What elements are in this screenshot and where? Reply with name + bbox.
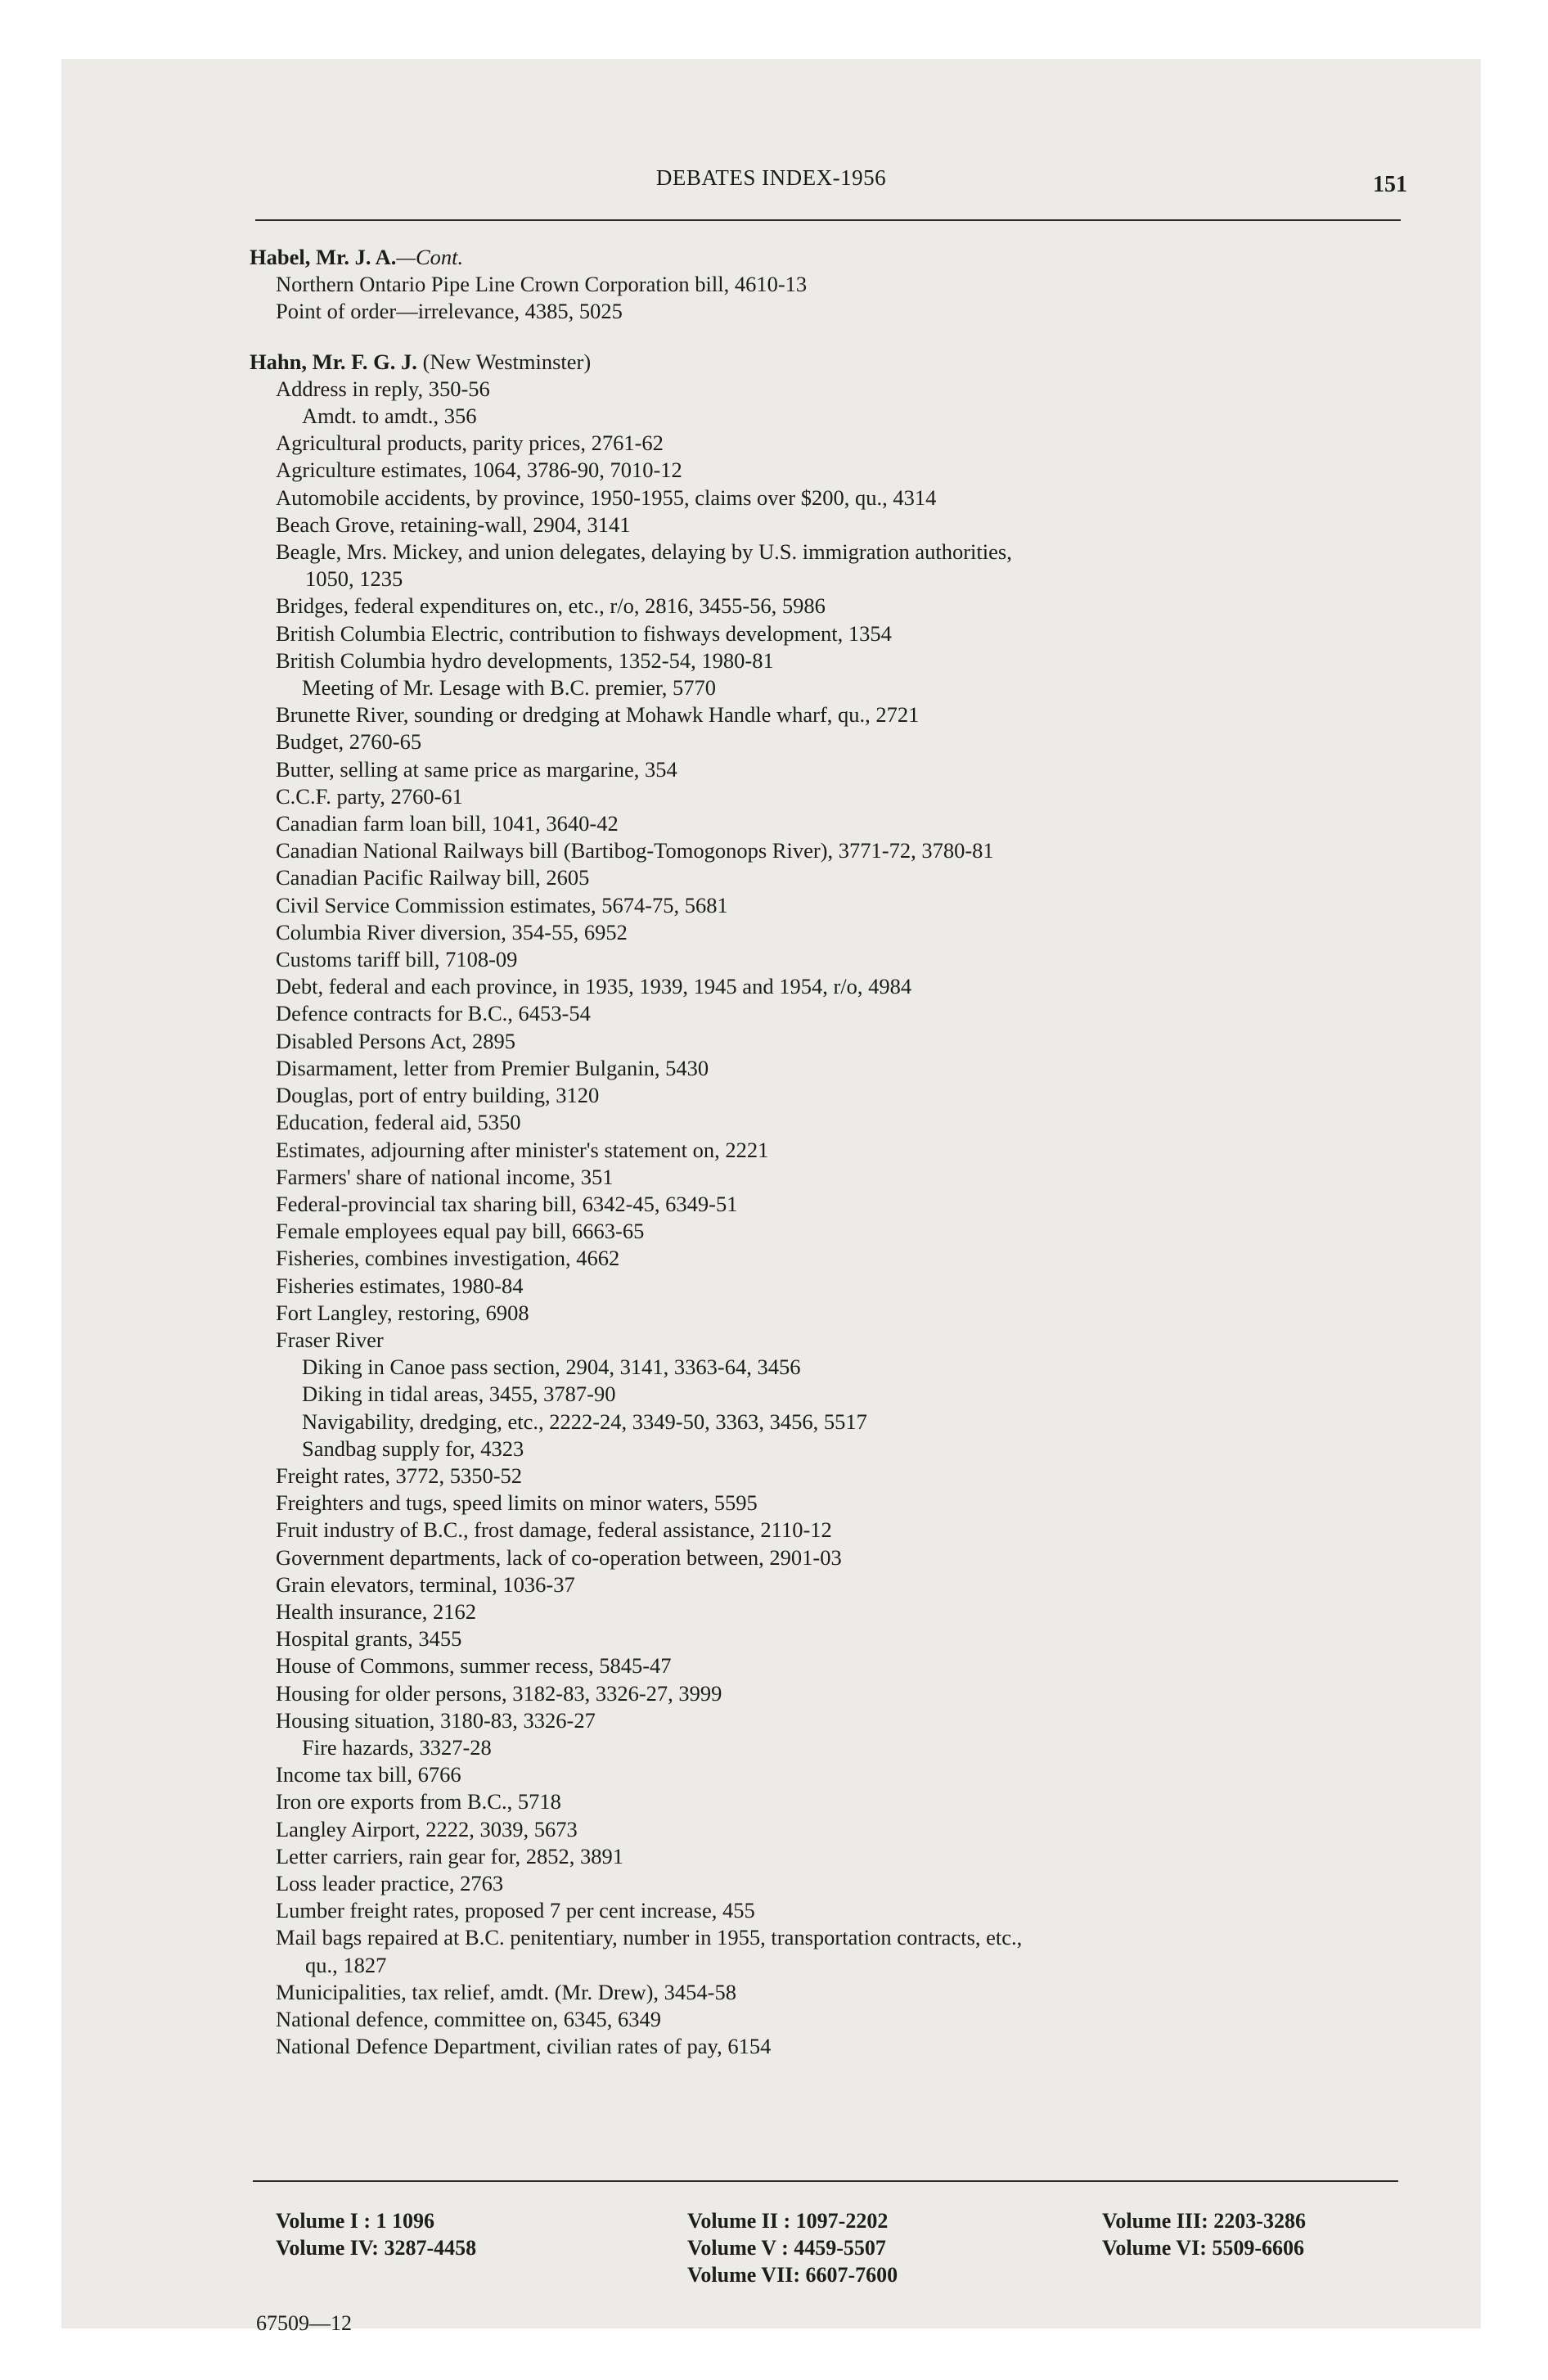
index-entry: Langley Airport, 2222, 3039, 5673 bbox=[276, 1816, 578, 1841]
index-entry: Government departments, lack of co-operation between, 2901-03 bbox=[276, 1544, 842, 1570]
sub-entry: Meeting of Mr. Lesage with B.C. premier, 5770 bbox=[302, 675, 717, 701]
index-entry: Iron ore exports from B.C., 5718 bbox=[276, 1789, 561, 1814]
index-entry: Federal-provincial tax sharing bill, 6342-45, 6349-51 bbox=[276, 1191, 738, 1216]
member-name: Hahn, Mr. F. G. J. bbox=[250, 349, 417, 374]
index-entry: Lumber freight rates, proposed 7 per cent increase, 455 bbox=[276, 1898, 755, 1923]
index-entry: British Columbia hydro developments, 1352-54, 1980-81 bbox=[276, 647, 774, 673]
sub-entry: Amdt. to amdt., 356 bbox=[302, 403, 477, 429]
index-entry: Civil Service Commission estimates, 5674-75, 5681 bbox=[276, 892, 728, 917]
sub-entry: Navigability, dredging, etc., 2222-24, 3349-50, 3363, 3456, 5517 bbox=[302, 1409, 867, 1434]
entry-continuation: qu., 1827 bbox=[305, 1952, 387, 1977]
member-heading bbox=[250, 244, 1411, 271]
index-entries bbox=[250, 244, 1411, 2060]
index-entry: Education, federal aid, 5350 bbox=[276, 1110, 521, 1135]
volume-range: Volume III: 2203-3286 bbox=[1102, 2209, 1306, 2233]
index-entry: National Defence Department, civilian rates of pay, 6154 bbox=[276, 2034, 772, 2059]
index-entry: Fisheries estimates, 1980-84 bbox=[276, 1273, 524, 1298]
index-entry: Brunette River, sounding or dredging at Mohawk Handle wharf, qu., 2721 bbox=[276, 702, 920, 728]
member-suffix: —Cont. bbox=[396, 245, 464, 269]
index-entry: Debt, federal and each province, in 1935, 1939, 1945 and 1954, r/o, 4984 bbox=[276, 974, 912, 999]
volume-range: Volume VII: 6607-7600 bbox=[687, 2263, 898, 2287]
index-entry: Housing for older persons, 3182-83, 3326-27, 3999 bbox=[276, 1680, 722, 1706]
index-entry: Bridges, federal expenditures on, etc., r/o, 2816, 3455-56, 5986 bbox=[276, 593, 826, 619]
index-entry: Fraser River bbox=[276, 1327, 384, 1352]
index-entry: Defence contracts for B.C., 6453-54 bbox=[276, 1001, 591, 1026]
index-entry: Hospital grants, 3455 bbox=[276, 1626, 462, 1652]
index-entry: Grain elevators, terminal, 1036-37 bbox=[276, 1571, 575, 1597]
index-entry: Housing situation, 3180-83, 3326-27 bbox=[276, 1707, 596, 1733]
index-entry: Address in reply, 350-56 bbox=[276, 376, 490, 401]
index-entry: Fort Langley, restoring, 6908 bbox=[276, 1300, 529, 1325]
index-entry: Fisheries, combines investigation, 4662 bbox=[276, 1246, 620, 1271]
index-entry: Point of order—irrelevance, 4385, 5025 bbox=[276, 299, 623, 324]
volume-column-1 bbox=[276, 2207, 476, 2261]
volume-column-2 bbox=[687, 2207, 898, 2288]
index-entry: Budget, 2760-65 bbox=[276, 729, 422, 755]
running-title: DEBATES INDEX-1956 bbox=[655, 165, 887, 190]
sub-entry: Diking in tidal areas, 3455, 3787-90 bbox=[302, 1382, 616, 1407]
index-entry: Customs tariff bill, 7108-09 bbox=[276, 947, 518, 972]
index-entry: House of Commons, summer recess, 5845-47 bbox=[276, 1653, 672, 1679]
index-entry: Fruit industry of B.C., frost damage, federal assistance, 2110-12 bbox=[276, 1517, 832, 1543]
index-entry: Automobile accidents, by province, 1950-1955, claims over $200, qu., 4314 bbox=[276, 485, 937, 510]
index-entry: Health insurance, 2162 bbox=[276, 1598, 477, 1624]
print-code: 67509—12 bbox=[256, 2311, 352, 2335]
index-entry: Columbia River diversion, 354-55, 6952 bbox=[276, 919, 628, 944]
index-entry: National defence, committee on, 6345, 6349 bbox=[276, 2007, 661, 2031]
index-entry: Farmers' share of national income, 351 bbox=[276, 1164, 614, 1189]
volume-range: Volume VI: 5509-6606 bbox=[1102, 2236, 1305, 2260]
member-heading bbox=[250, 349, 1411, 376]
sub-entry: Fire hazards, 3327-28 bbox=[302, 1734, 492, 1760]
sub-entry: Sandbag supply for, 4323 bbox=[302, 1436, 524, 1461]
index-entry: Agricultural products, parity prices, 2761-62 bbox=[276, 430, 664, 456]
index-entry: Mail bags repaired at B.C. penitentiary, number in 1955, transportation contracts, etc., bbox=[276, 1925, 1023, 1950]
index-entry: Northern Ontario Pipe Line Crown Corporation bill, 4610-13 bbox=[276, 272, 808, 297]
index-entry: Beagle, Mrs. Mickey, and union delegates, delaying by U.S. immigration authorities, bbox=[276, 539, 1012, 565]
member-suffix: (New Westminster) bbox=[416, 349, 592, 374]
index-entry: Loss leader practice, 2763 bbox=[276, 1870, 504, 1895]
volume-range: Volume V : 4459-5507 bbox=[687, 2236, 886, 2260]
member-name: Habel, Mr. J. A. bbox=[250, 245, 397, 269]
index-entry: Disabled Persons Act, 2895 bbox=[276, 1028, 515, 1053]
index-entry: Canadian farm loan bill, 1041, 3640-42 bbox=[276, 811, 619, 836]
page-number: 151 bbox=[1373, 172, 1407, 197]
entry-spacer bbox=[250, 326, 1411, 349]
index-entry: Canadian National Railways bill (Bartibog-Tomogonops River), 3771-72, 3780-81 bbox=[276, 838, 994, 863]
index-entry: Freighters and tugs, speed limits on minor waters, 5595 bbox=[276, 1490, 758, 1516]
index-entry: Beach Grove, retaining-wall, 2904, 3141 bbox=[276, 512, 631, 537]
index-entry: Disarmament, letter from Premier Bulganin, 5430 bbox=[276, 1055, 709, 1080]
index-entry: Agriculture estimates, 1064, 3786-90, 7010-12 bbox=[276, 458, 682, 483]
footer-rule bbox=[253, 2180, 1398, 2182]
index-entry: Estimates, adjourning after minister's statement on, 2221 bbox=[276, 1137, 769, 1162]
volume-range: Volume IV: 3287-4458 bbox=[276, 2236, 477, 2260]
index-entry: Douglas, port of entry building, 3120 bbox=[276, 1083, 600, 1108]
index-entry: C.C.F. party, 2760-61 bbox=[276, 783, 463, 809]
index-entry: Female employees equal pay bill, 6663-65 bbox=[276, 1219, 645, 1244]
running-head bbox=[61, 165, 1481, 198]
index-entry: Canadian Pacific Railway bill, 2605 bbox=[276, 865, 590, 890]
index-entry: Letter carriers, rain gear for, 2852, 3891 bbox=[276, 1843, 623, 1868]
entry-continuation: 1050, 1235 bbox=[305, 566, 403, 592]
scanned-page bbox=[61, 59, 1481, 2335]
index-entry: British Columbia Electric, contribution to fishways development, 1354 bbox=[276, 620, 892, 646]
sub-entry: Diking in Canoe pass section, 2904, 3141, 3363-64, 3456 bbox=[302, 1355, 801, 1380]
index-entry: Butter, selling at same price as margarine, 354 bbox=[276, 756, 677, 782]
volume-range: Volume II : 1097-2202 bbox=[687, 2209, 889, 2233]
volume-range: Volume I : 1 1096 bbox=[276, 2209, 435, 2233]
index-entry: Municipalities, tax relief, amdt. (Mr. Drew), 3454-58 bbox=[276, 1979, 736, 2004]
index-entry: Freight rates, 3772, 5350-52 bbox=[276, 1463, 523, 1488]
index-entry: Income tax bill, 6766 bbox=[276, 1762, 461, 1787]
volume-column-3 bbox=[1102, 2207, 1306, 2261]
header-rule bbox=[255, 219, 1401, 221]
